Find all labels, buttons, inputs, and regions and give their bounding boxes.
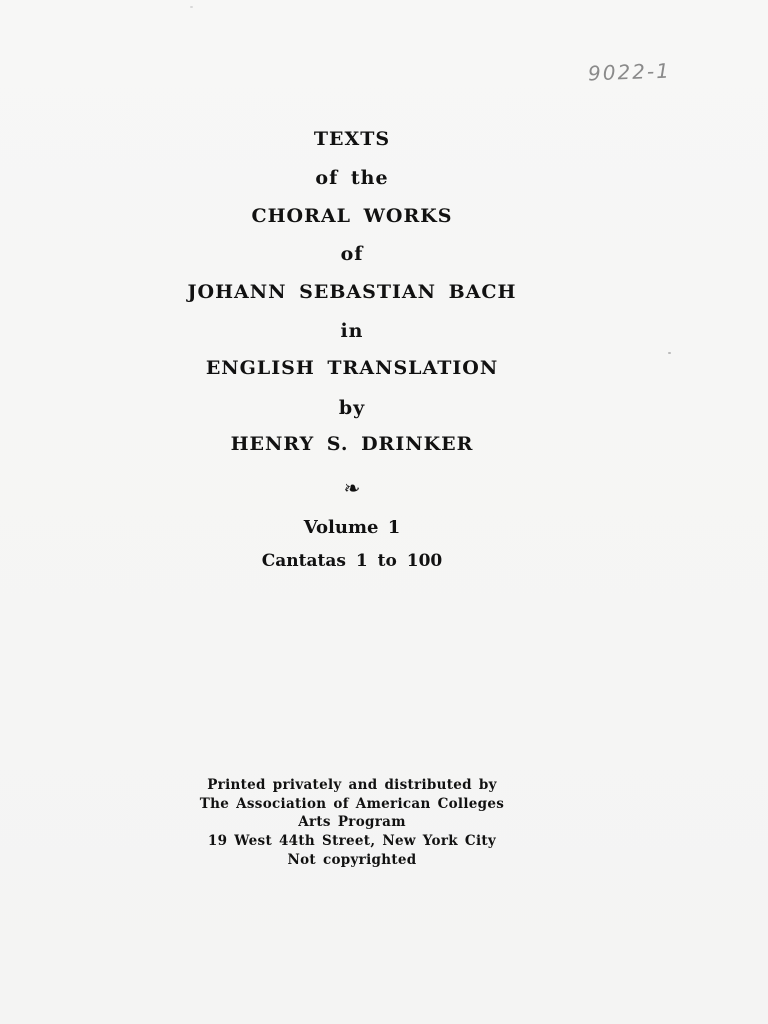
imprint-line-address: 19 West 44th Street, New York City [207,833,497,849]
title-line-of: of [340,243,364,265]
title-line-texts: TEXTS [313,128,391,150]
imprint-line-copyright: Not copyrighted [287,852,417,868]
paper-speck [190,6,193,8]
volume-contents: Cantatas 1 to 100 [261,551,443,571]
fleuron-ornament-icon: ❧ [343,476,361,500]
title-line-in: in [340,320,364,342]
title-line-composer: JOHANN SEBASTIAN BACH [187,281,517,303]
handwritten-catalog-number: 9022-1 [587,58,672,86]
imprint-line-printed: Printed privately and distributed by [207,777,497,793]
title-line-of-the: of the [315,167,389,189]
title-line-choral-works: CHORAL WORKS [251,205,453,227]
title-line-by: by [338,397,366,419]
title-line-author: HENRY S. DRINKER [230,433,474,455]
imprint-line-association: The Association of American Colleges [199,796,505,812]
paper-speck [668,352,671,354]
volume-label: Volume 1 [303,517,401,538]
title-line-english-translation: ENGLISH TRANSLATION [205,357,499,379]
imprint-line-arts-program: Arts Program [298,814,406,830]
